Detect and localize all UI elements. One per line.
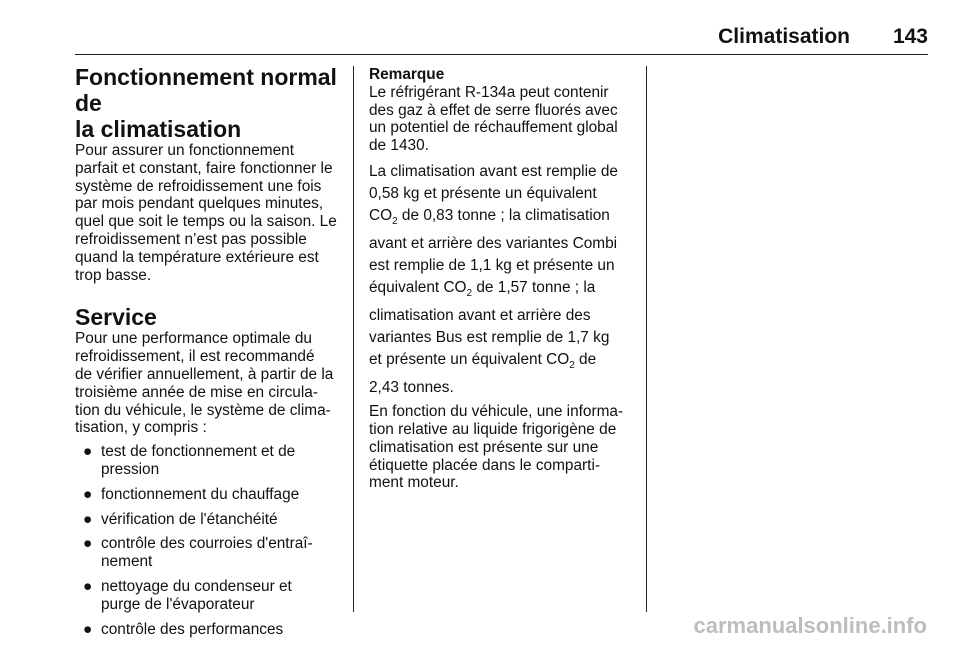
paragraph-refrigerant-label: En fonction du véhicule, une informa- tion relative au liquide frigorigène de climatisation est présente sur une étiquette placée dans le comparti- ment moteur. bbox=[369, 403, 624, 492]
bullet-icon: ● bbox=[83, 510, 93, 528]
paragraph-ac-operation: Pour assurer un fonctionnement parfait et constant, faire fonctionner le système de refroidissement une fois par mois pendant quelques minutes, quel que soit le temps ou la saison. Le refroidissement n’est pas possible quand la température extérieure est trop basse. bbox=[75, 142, 337, 284]
list-item bbox=[75, 511, 350, 529]
section-heading-ac-operation: Fonctionnement normal de la climatisation bbox=[75, 64, 337, 142]
list-item bbox=[75, 578, 350, 614]
list-item bbox=[75, 535, 350, 571]
chapter-title: Climatisation bbox=[718, 25, 850, 48]
bullet-icon: ● bbox=[83, 443, 93, 461]
paragraph-service: Pour une performance optimale du refroidissement, il est recommandé de vérifier annuellement, à partir de la troisième année de mise en circula- tion du véhicule, le système de clima- tisation, y compris : bbox=[75, 330, 334, 437]
list-item-text: contrôle des performances bbox=[101, 620, 284, 638]
page-number: 143 bbox=[892, 25, 928, 48]
note-label: Remarque bbox=[369, 66, 445, 83]
bullet-icon: ● bbox=[83, 485, 93, 503]
list-item-text: vérification de l'étanchéité bbox=[101, 510, 278, 528]
bullet-icon: ● bbox=[83, 577, 93, 595]
list-item-text: fonctionnement du chauffage bbox=[101, 485, 300, 503]
column-divider-right bbox=[646, 66, 647, 612]
service-checklist bbox=[75, 443, 350, 638]
list-item bbox=[75, 621, 350, 639]
column-divider-left bbox=[353, 66, 354, 612]
list-item-text: test de fonctionnement et de pression bbox=[101, 443, 296, 478]
bullet-icon: ● bbox=[83, 620, 93, 638]
section-heading-service: Service bbox=[75, 304, 157, 331]
note-refrigerant: Le réfrigérant R-134a peut contenir des gaz à effet de serre fluorés avec un potentiel de réchauffement global de 1430. bbox=[369, 83, 618, 155]
right-column bbox=[369, 66, 641, 492]
list-item bbox=[75, 443, 350, 479]
header-rule bbox=[75, 54, 928, 55]
watermark: carmanualsonline.info bbox=[693, 613, 927, 638]
bullet-icon: ● bbox=[83, 535, 93, 553]
list-item-text: contrôle des courroies d'entraî- nement bbox=[101, 535, 313, 571]
list-item-text: nettoyage du condenseur et purge de l'évaporateur bbox=[101, 577, 292, 613]
note-co2-equivalent: La climatisation avant est remplie de 0,58 kg et présente un équivalent $CO_2$ de 0,83 tonne ; la climatisation avant et arrière des variantes Combi est remplie de 1,1 kg et présente un équivalent $CO_2$ de 1,57 tonne ; la climatisation avant et arrière des variantes Bus est remplie de 1,7 kg et présente un équivalent $CO_2$ de 2,43 tonnes. bbox=[369, 162, 618, 397]
left-column bbox=[75, 64, 350, 645]
list-item bbox=[75, 486, 350, 504]
